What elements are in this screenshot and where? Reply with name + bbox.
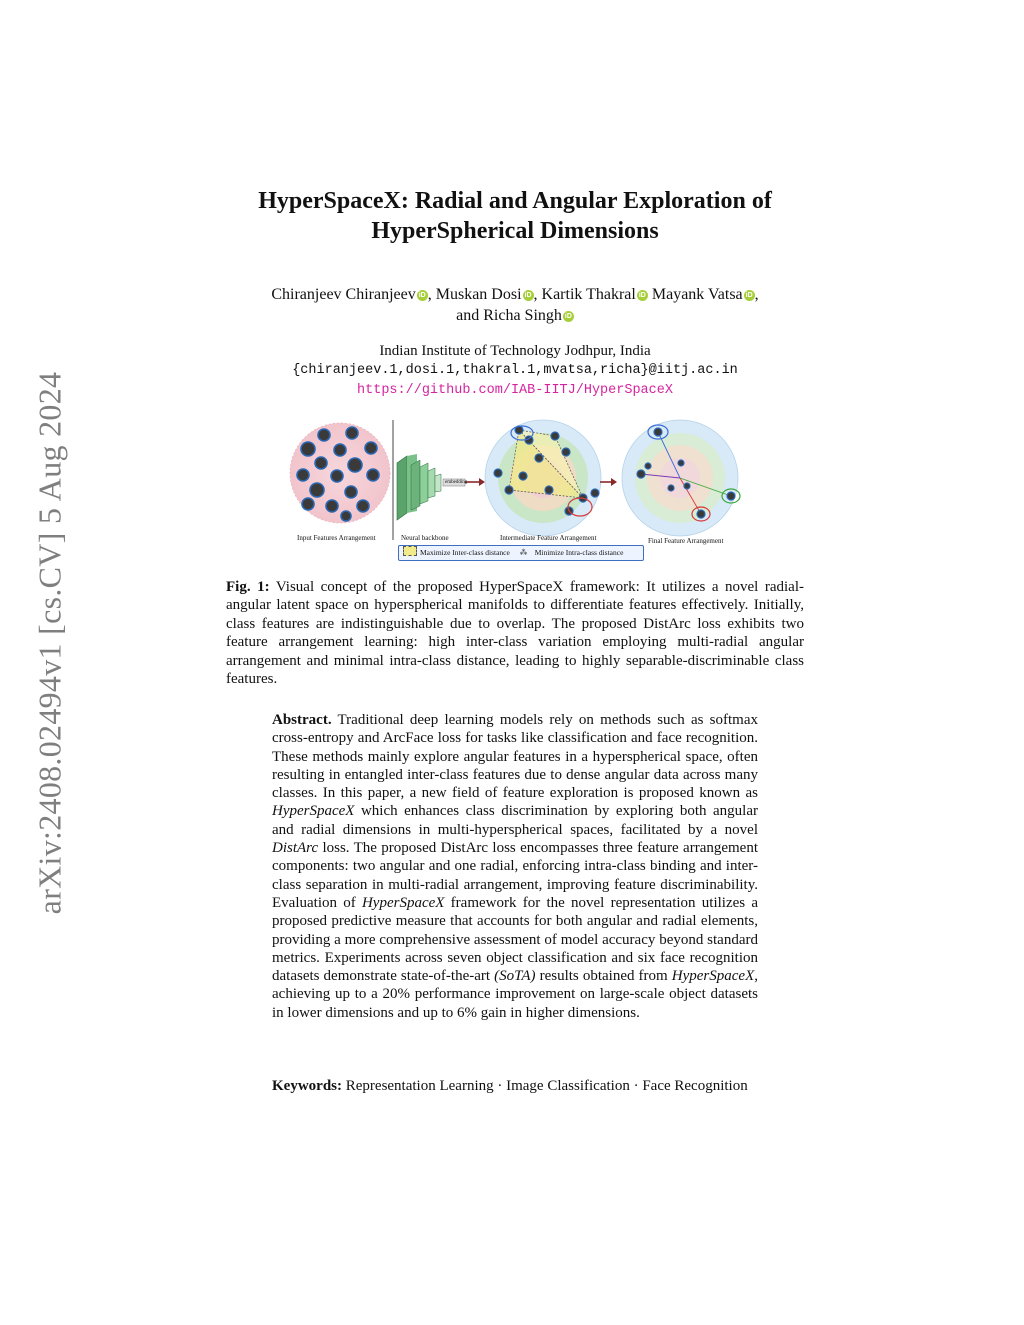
abstract-text: framework for the novel representation utilizes a proposed predictive measure that accounts for both angular and radial elements, providing a more comprehensive assessment of model accuracy beyond standard metrics. Experiments across seven object classification and six face recognition datasets demonstrate state-of-the-art <box>272 894 758 985</box>
repo-link[interactable]: https://github.com/IAB-IITJ/HyperSpaceX <box>357 383 673 398</box>
figure-label-input: Input Features Arrangement <box>297 534 376 542</box>
author-3: Kartik Thakral <box>541 286 636 303</box>
orcid-icon[interactable]: iD <box>745 292 753 299</box>
orcid-icon[interactable]: iD <box>638 292 646 299</box>
abstract-text: results obtained from <box>535 968 672 985</box>
keywords-text: Representation Learning · Image Classification · Face Recognition <box>345 1078 748 1094</box>
abstract-emph: (SoTA) <box>494 968 536 985</box>
legend-min: Minimize Intra-class distance <box>534 548 624 557</box>
orcid-icon[interactable]: iD <box>418 292 426 299</box>
orcid-icon[interactable]: iD <box>524 292 532 299</box>
author-4: Mayank Vatsa <box>651 286 743 303</box>
abstract-text: , achieving up to a 20% performance improvement on large-scale object datasets in lower dimensions and up to 6% gain in higher dimensions. <box>272 968 758 1021</box>
figure-label-intermediate: Intermediate Feature Arrangement <box>500 534 597 542</box>
backbone-diagram <box>397 454 485 520</box>
figure-label-embedding: embedding <box>445 480 468 485</box>
title-line-2: HyperSpherical Dimensions <box>371 218 659 244</box>
keywords-label: Keywords: <box>272 1078 342 1094</box>
legend-cluster-icon: ⁂ <box>519 548 528 557</box>
figure-caption <box>226 578 804 688</box>
paper-title <box>180 186 850 246</box>
orcid-icon[interactable]: iD <box>564 313 572 320</box>
affiliation <box>180 341 850 401</box>
abstract-emph: DistArc <box>272 840 319 857</box>
abstract-text: which enhances class discrimination by exploring both angular and radial dimensions in multi-hyperspherical spaces, facilitated by a novel <box>272 803 758 838</box>
abstract-text: loss. The proposed DistArc loss encompasses three feature arrangement components: two angular and one radial, enforcing intra-class binding and inter-class separation in multi-radial arrangement, improving feature discriminability. Evaluation of <box>272 840 758 911</box>
author-2: Muskan Dosi <box>435 286 522 303</box>
author-1: Chiranjeev Chiranjeev <box>271 286 416 303</box>
figure-label-backbone: Neural backbone <box>401 534 449 542</box>
author-5: Richa Singh <box>483 307 562 324</box>
author-and: and <box>456 307 480 324</box>
caption-text: Visual concept of the proposed HyperSpaceX framework: It utilizes a novel radial-angular latent space on hyperspherical manifolds to differentiate features effectively. Initially, class features are indistinguishable due to overlap. The proposed DistArc loss exhibits two feature arrangement learning: high inter-class variation employing multi-radial angular arrangement and minimal intra-class distance, leading to highly separable-discriminable class features. <box>226 579 804 688</box>
caption-label: Fig. 1: <box>226 579 270 595</box>
abstract-emph: HyperSpaceX <box>671 968 755 985</box>
abstract-text: Traditional deep learning models rely on methods such as softmax cross-entropy and ArcFace loss for tasks like classification and face recognition. These methods mainly explore angular features in a hyperspherical space, often resulting in entangled inter-class features due to dense angular data across many classes. In this paper, a new field of feature exploration is proposed known as <box>272 712 759 802</box>
author-emails[interactable]: {chiranjeev.1,dosi.1,thakral.1,mvatsa,richa}@iitj.ac.in <box>292 363 738 378</box>
abstract-label: Abstract. <box>272 712 332 728</box>
legend-triangle-icon <box>403 546 417 556</box>
title-line-1: HyperSpaceX: Radial and Angular Exploration of <box>258 188 772 214</box>
institute: Indian Institute of Technology Jodhpur, India <box>379 343 651 359</box>
author-list: Chiranjeev Chiranjeev iD , Muskan Dosi iD , Kartik Thakral iD Mayank Vatsa iD , and Richa Singh iD <box>271 286 759 324</box>
abstract <box>272 711 758 1022</box>
abstract-emph: HyperSpaceX <box>272 803 355 820</box>
figure-legend <box>398 545 644 561</box>
arxiv-stamp-text: arXiv:2408.02494v1 [cs.CV] 5 Aug 2024 <box>31 371 68 914</box>
keywords <box>272 1077 758 1095</box>
intermediate-arrangement <box>485 420 617 536</box>
input-features-cluster <box>290 423 390 523</box>
arxiv-stamp <box>28 355 72 930</box>
legend-max: Maximize Inter-class distance <box>420 548 510 557</box>
final-arrangement <box>622 420 740 536</box>
figure-label-final: Final Feature Arrangement <box>648 537 724 545</box>
abstract-emph: HyperSpaceX <box>361 894 445 911</box>
